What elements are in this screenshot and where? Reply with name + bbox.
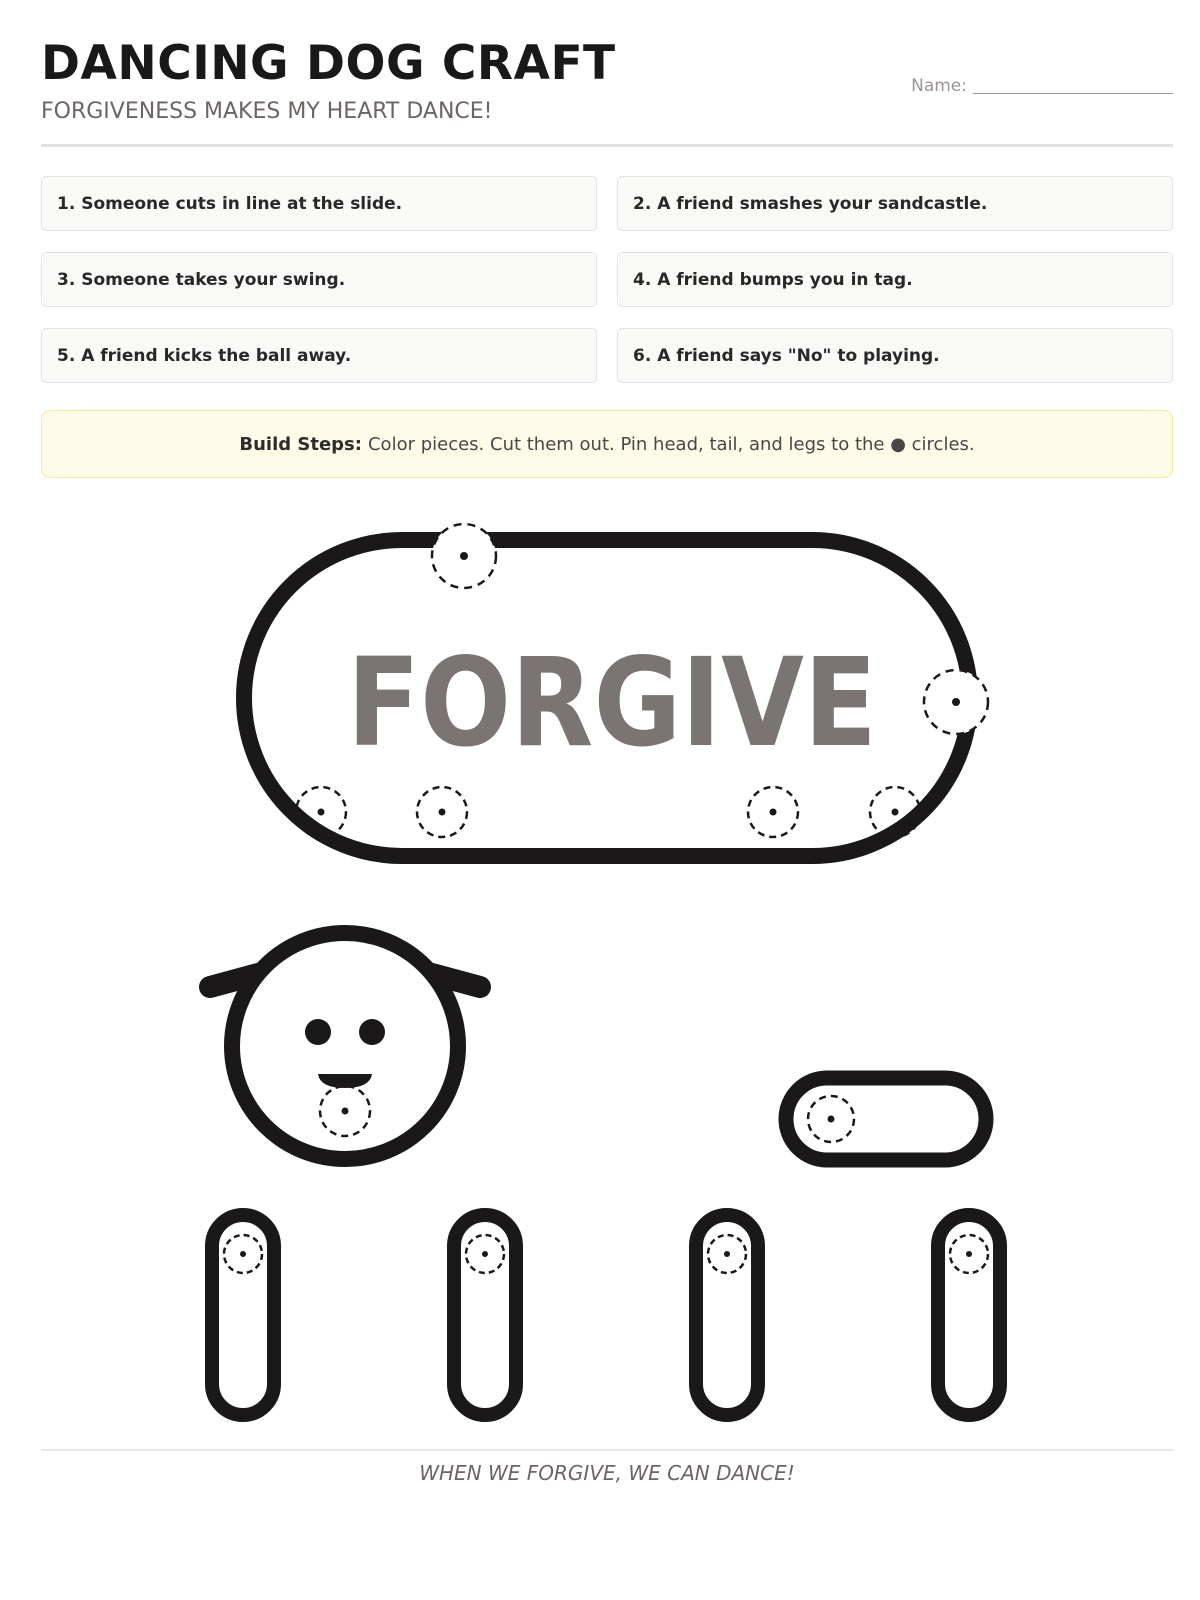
dog-leg-piece	[938, 1215, 1000, 1415]
scenario-card: 5. A friend kicks the ball away.	[41, 328, 597, 383]
dog-body-piece	[244, 524, 988, 856]
leg-outline	[212, 1215, 274, 1415]
dog-leg-piece	[212, 1215, 274, 1415]
body-word: FORGIVE	[347, 632, 877, 774]
scenario-card: 6. A friend says "No" to playing.	[617, 328, 1173, 383]
pin-circle[interactable]	[432, 524, 496, 588]
left-eye	[305, 1019, 331, 1045]
name-label: Name:	[911, 76, 967, 96]
scenario-card: 2. A friend smashes your sandcastle.	[617, 176, 1173, 231]
scenario-card: 1. Someone cuts in line at the slide.	[41, 176, 597, 231]
scenario-card: 4. A friend bumps you in tag.	[617, 252, 1173, 307]
dog-head-piece	[210, 933, 480, 1159]
leg-outline	[938, 1215, 1000, 1415]
pin-circle[interactable]	[924, 670, 988, 734]
scenario-card: 3. Someone takes your swing.	[41, 252, 597, 307]
dog-leg-piece	[454, 1215, 516, 1415]
build-steps-label: Build Steps:	[239, 433, 362, 455]
tail-outline	[786, 1078, 986, 1160]
right-eye	[359, 1019, 385, 1045]
build-steps-text: Color pieces. Cut them out. Pin head, tail, and legs to the ● circles.	[367, 433, 975, 455]
page-subtitle: FORGIVENESS MAKES MY HEART DANCE!	[41, 99, 493, 124]
page-title: DANCING DOG CRAFT	[41, 36, 616, 91]
dog-leg-piece	[696, 1215, 758, 1415]
leg-outline	[454, 1215, 516, 1415]
footer-message: WHEN WE FORGIVE, WE CAN DANCE!	[419, 1461, 795, 1485]
head-outline	[232, 933, 458, 1159]
leg-outline	[696, 1215, 758, 1415]
dog-tail-piece	[786, 1078, 986, 1160]
